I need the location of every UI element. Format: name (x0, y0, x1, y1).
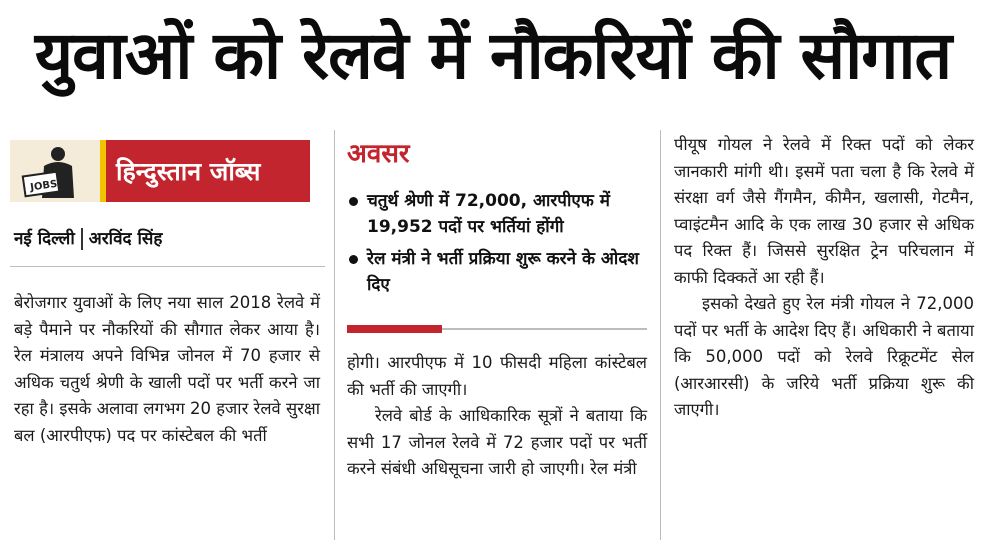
brand-name: हिन्दुस्तान जॉब्स (116, 157, 261, 186)
jobs-logo (10, 140, 106, 202)
job-seeker-icon (18, 144, 88, 200)
brand-banner (10, 140, 310, 202)
col1-paragraph: बेरोजगार युवाओं के लिए नया साल 2018 रेलवे में बड़े पैमाने पर नौकरियों की सौगात लेकर आया है। रेल मंत्रालय अपने विभिन्न जोनल में 70 हजार से अधिक चतुर्थ श्रेणी के खाली पदों पर भर्ती करने जा रहा है। इसके अलावा लगभग 20 हजार रेलवे सुरक्षा बल (आरपीएफ) पद पर कांस्टेबल की भर्ती (14, 293, 320, 445)
list-item: चतुर्थ श्रेणी में 72,000, आरपीएफ में 19,952 पदों पर भर्तियां होंगी (347, 188, 647, 240)
article-column-2 (347, 350, 647, 483)
col3-paragraph-1: पीयूष गोयल ने रेलवे में रिक्त पदों को लेकर जानकारी मांगी थी। इसमें पता चला है कि रेलवे में संरक्षा वर्ग जैसे गैंगमैन, कीमैन, खलासी, गेटमैन, प्वाइंटमैन आदि के एक लाख 30 हजार से अधिक पद रिक्त हैं। जिससे सुरक्षित ट्रेन परिचलान में काफी दिक्कतें आ रही हैं। (674, 135, 974, 287)
byline-place: नई दिल्ली (14, 229, 75, 249)
logo-jobs-text: JOBS (29, 178, 59, 194)
article-column-1 (14, 290, 320, 449)
column-divider-left (334, 130, 335, 540)
byline-divider (10, 266, 325, 267)
byline-separator (81, 228, 83, 250)
section-accent-bar (347, 325, 442, 333)
col3-paragraph-2: इसको देखते हुए रेल मंत्री गोयल ने 72,000 पदों पर भर्ती के आदेश दिए हैं। अधिकारी ने बताया कि 50,000 पदों को रेलवे रिक्रूटमेंट सेल (आरआरसी) के जरिये भर्ती प्रक्रिया शुरू की जाएगी। (674, 294, 974, 419)
bullet-icon (349, 255, 358, 264)
byline-author: अरविंद सिंह (88, 229, 163, 249)
col2-paragraph-1: होगी। आरपीएफ में 10 फीसदी महिला कांस्टेबल की भर्ती की जाएगी। (347, 353, 647, 399)
highlight-list (347, 188, 647, 304)
column-divider-right (660, 130, 661, 540)
section-rule (442, 328, 647, 330)
list-item: रेल मंत्री ने भर्ती प्रक्रिया शुरू करने के ओदश दिए (347, 246, 647, 298)
article-column-3 (674, 132, 974, 424)
col2-paragraph-2: रेलवे बोर्ड के आधिकारिक सूत्रों ने बताया कि सभी 17 जोनल रेलवे में 72 हजार पदों पर भर्ती करने संबंधी अधिसूचना जारी हो जाएगी। रेल मंत्री (347, 406, 647, 478)
byline (14, 226, 162, 250)
headline: युवाओं को रेलवे में नौकरियों की सौगात (34, 17, 952, 94)
bullet-icon (349, 197, 358, 206)
kicker: अवसर (347, 139, 410, 169)
